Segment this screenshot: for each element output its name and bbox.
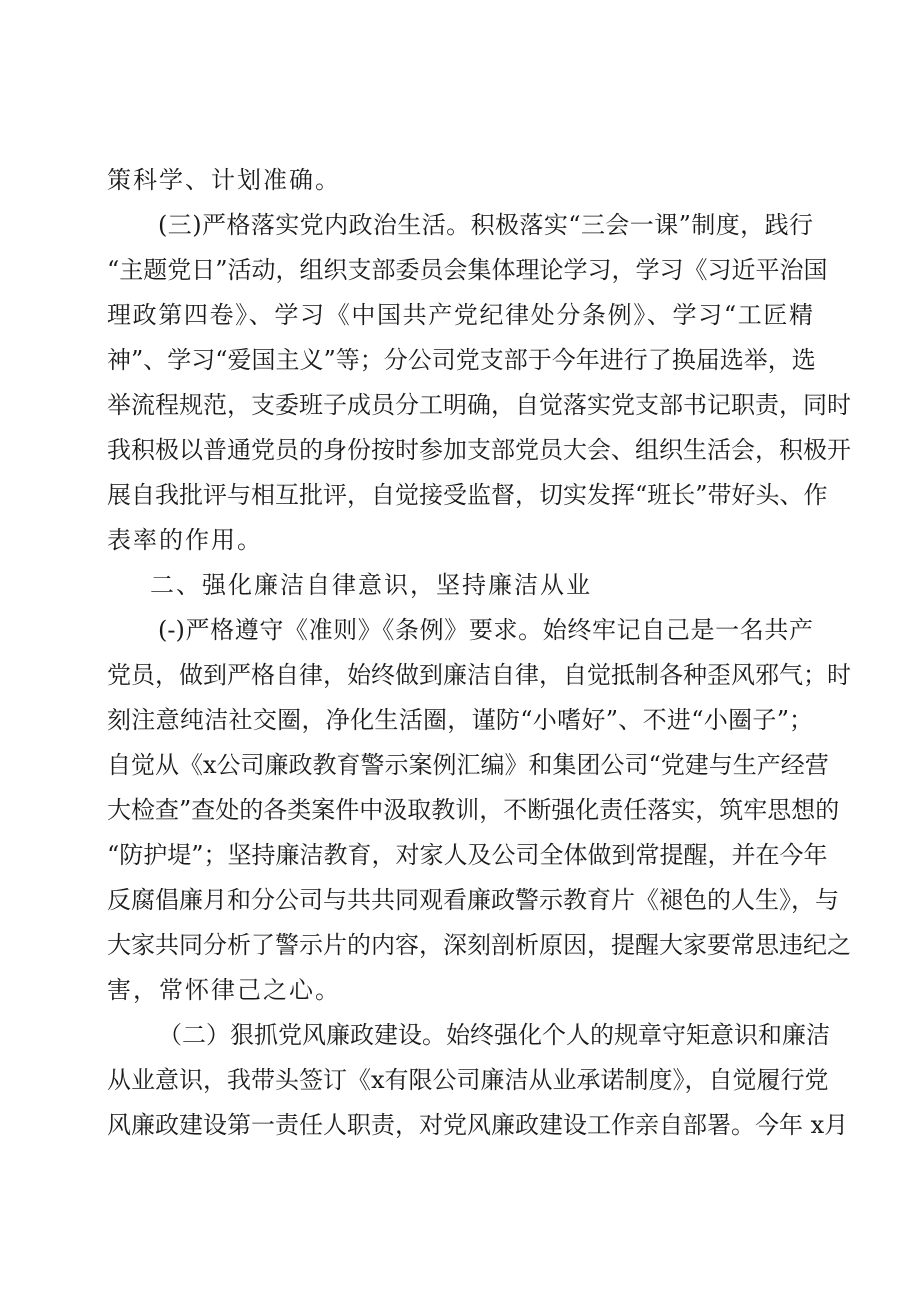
text-line: 策科学、计划准确。 xyxy=(107,166,341,194)
text-line: 从业意识，我带头签订《x有限公司廉洁从业承诺制度》，自觉履行党 xyxy=(107,1066,829,1094)
text-line: 表率的作用。 xyxy=(107,526,263,554)
text-line: 大家共同分析了警示片的内容，深刻剖析原因，提醒大家要常思违纪之 xyxy=(107,931,851,959)
text-line: 自觉从《x公司廉政教育警示案例汇编》和集团公司“党建与生产经营 xyxy=(107,751,829,779)
subsection-heading-2: （二）狠抓党风廉政建设。始终强化个人的规章守矩意识和廉洁 xyxy=(158,1021,830,1049)
text-line: 反腐倡廉月和分公司与共共同观看廉政警示教育片《褪色的人生》，与 xyxy=(107,886,839,914)
text-line: “防护堤”；坚持廉洁教育，对家人及公司全体做到常提醒，并在今年 xyxy=(107,841,828,869)
text-line: 害，常怀律己之心。 xyxy=(107,976,341,1004)
text-line: 理政第四卷》、学习《中国共产党纪律处分条例》、学习“工匠精 xyxy=(107,301,813,329)
section-heading-3: (三)严格落实党内政治生活。积极落实“三会一课”制度，践行 xyxy=(158,211,813,239)
text-line: 神”、学习“爱国主义”等；分公司党支部于今年进行了换届选举，选 xyxy=(107,346,816,374)
text-line: 我积极以普通党员的身份按时参加支部党员大会、组织生活会，积极开 xyxy=(107,436,851,464)
subsection-heading-1: (-)严格遵守《准则》《条例》要求。始终牢记自己是一名共产 xyxy=(158,616,813,644)
text-line: 举流程规范，支委班子成员分工明确，自觉落实党支部书记职责，同时 xyxy=(107,391,851,419)
text-line: 展自我批评与相互批评，自觉接受监督，切实发挥“班长”带好头、作 xyxy=(107,481,828,509)
text-line: 刻注意纯洁社交圈，净化生活圈，谨防“小嗜好”、不进“小圈子”； xyxy=(107,706,813,734)
text-line: 党员，做到严格自律，始终做到廉洁自律，自觉抵制各种歪风邪气；时 xyxy=(107,661,851,689)
section-heading-2: 二、强化廉洁自律意识，坚持廉洁从业 xyxy=(150,571,592,599)
text-line: “主题党日”活动，组织支部委员会集体理论学习，学习《习近平治国 xyxy=(107,256,828,284)
text-line: 大检查”查处的各类案件中汲取教训，不断强化责任落实，筑牢思想的 xyxy=(107,796,840,824)
text-line: 风廉政建设第一责任人职责，对党风廉政建设工作亲自部署。今年 x月 xyxy=(107,1111,849,1139)
